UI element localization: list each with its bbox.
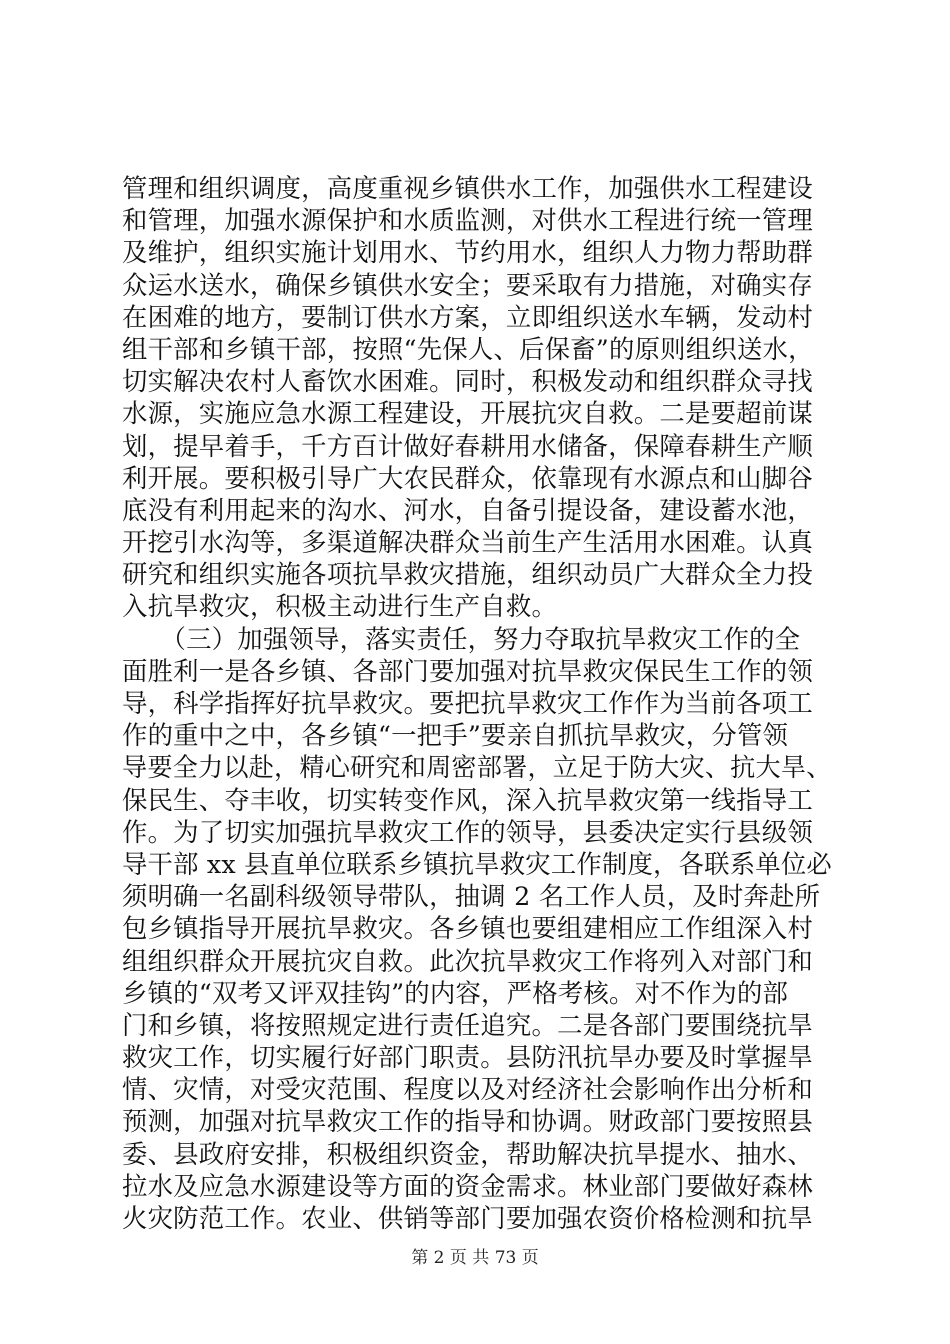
text-line: 开挖引水沟等，多渠道解决群众当前生产生活用水困难。认真 bbox=[122, 527, 813, 558]
text-line: 在困难的地方，要制订供水方案，立即组织送水车辆，发动村 bbox=[122, 301, 813, 332]
text-line: 导要全力以赴，精心研究和周密部署，立足于防大灾、抗大旱、 bbox=[122, 752, 832, 783]
text-line: 底没有利用起来的沟水、河水，自备引提设备，建设蓄水池， bbox=[122, 494, 813, 525]
text-line: 火灾防范工作。农业、供销等部门要加强农资价格检测和抗旱 bbox=[122, 1203, 813, 1233]
text-line: 面胜利一是各乡镇、各部门要加强对抗旱救灾保民生工作的领 bbox=[122, 655, 813, 686]
text-line: 导干部 xx 县直单位联系乡镇抗旱救灾工作制度，各联系单位必 bbox=[122, 848, 832, 879]
text-line: 情、灾情，对受灾范围、程度以及对经济社会影响作出分析和 bbox=[122, 1074, 813, 1105]
page-footer: 第 2 页 共 73 页 bbox=[411, 1248, 539, 1268]
text-line: 须明确一名副科级领导带队，抽调 2 名工作人员，及时奔赴所 bbox=[122, 881, 821, 912]
text-line: 作的重中之中，各乡镇“一把手”要亲自抓抗旱救灾，分管领 bbox=[122, 720, 789, 751]
text-line: 拉水及应急水源建设等方面的资金需求。林业部门要做好森林 bbox=[122, 1170, 813, 1201]
text-line: 组干部和乡镇干部，按照“先保人、后保畜”的原则组织送水， bbox=[122, 333, 814, 364]
text-line: 包乡镇指导开展抗旱救灾。各乡镇也要组建相应工作组深入村 bbox=[122, 913, 813, 944]
text-line: 研究和组织实施各项抗旱救灾措施，组织动员广大群众全力投 bbox=[122, 559, 813, 590]
text-line: 水源，实施应急水源工程建设，开展抗灾自救。二是要超前谋 bbox=[122, 398, 813, 429]
text-line: （三）加强领导，落实责任，努力夺取抗旱救灾工作的全 bbox=[122, 623, 801, 654]
text-line: 入抗旱救灾，积极主动进行生产自救。 bbox=[122, 591, 558, 622]
text-line: 预测，加强对抗旱救灾工作的指导和协调。财政部门要按照县 bbox=[122, 1106, 813, 1137]
text-line: 门和乡镇，将按照规定进行责任追究。二是各部门要围绕抗旱 bbox=[122, 1009, 813, 1040]
text-line: 救灾工作，切实履行好部门职责。县防汛抗旱办要及时掌握旱 bbox=[122, 1042, 813, 1073]
text-line: 作。为了切实加强抗旱救灾工作的领导，县委决定实行县级领 bbox=[122, 816, 813, 847]
text-line: 委、县政府安排，积极组织资金，帮助解决抗旱提水、抽水、 bbox=[122, 1138, 813, 1169]
text-line: 管理和组织调度，高度重视乡镇供水工作，加强供水工程建设 bbox=[122, 173, 813, 203]
text-line: 利开展。要积极引导广大农民群众，依靠现有水源点和山脚谷 bbox=[122, 462, 813, 493]
text-line: 乡镇的“双考又评双挂钩”的内容，严格考核。对不作为的部 bbox=[122, 977, 789, 1008]
body-text bbox=[122, 172, 832, 1234]
text-line: 和管理，加强水源保护和水质监测，对供水工程进行统一管理 bbox=[122, 205, 813, 236]
text-line: 导，科学指挥好抗旱救灾。要把抗旱救灾工作作为当前各项工 bbox=[122, 688, 813, 718]
text-line: 切实解决农村人畜饮水困难。同时，积极发动和组织群众寻找 bbox=[122, 366, 813, 397]
text-line: 众运水送水，确保乡镇供水安全；要采取有力措施，对确实存 bbox=[122, 269, 813, 300]
text-line: 保民生、夺丰收，切实转变作风，深入抗旱救灾第一线指导工 bbox=[122, 784, 813, 815]
text-line: 划，提早着手，千方百计做好春耕用水储备，保障春耕生产顺 bbox=[122, 430, 813, 461]
text-line: 组组织群众开展抗灾自救。此次抗旱救灾工作将列入对部门和 bbox=[122, 945, 813, 976]
text-line: 及维护，组织实施计划用水、节约用水，组织人力物力帮助群 bbox=[122, 237, 813, 268]
